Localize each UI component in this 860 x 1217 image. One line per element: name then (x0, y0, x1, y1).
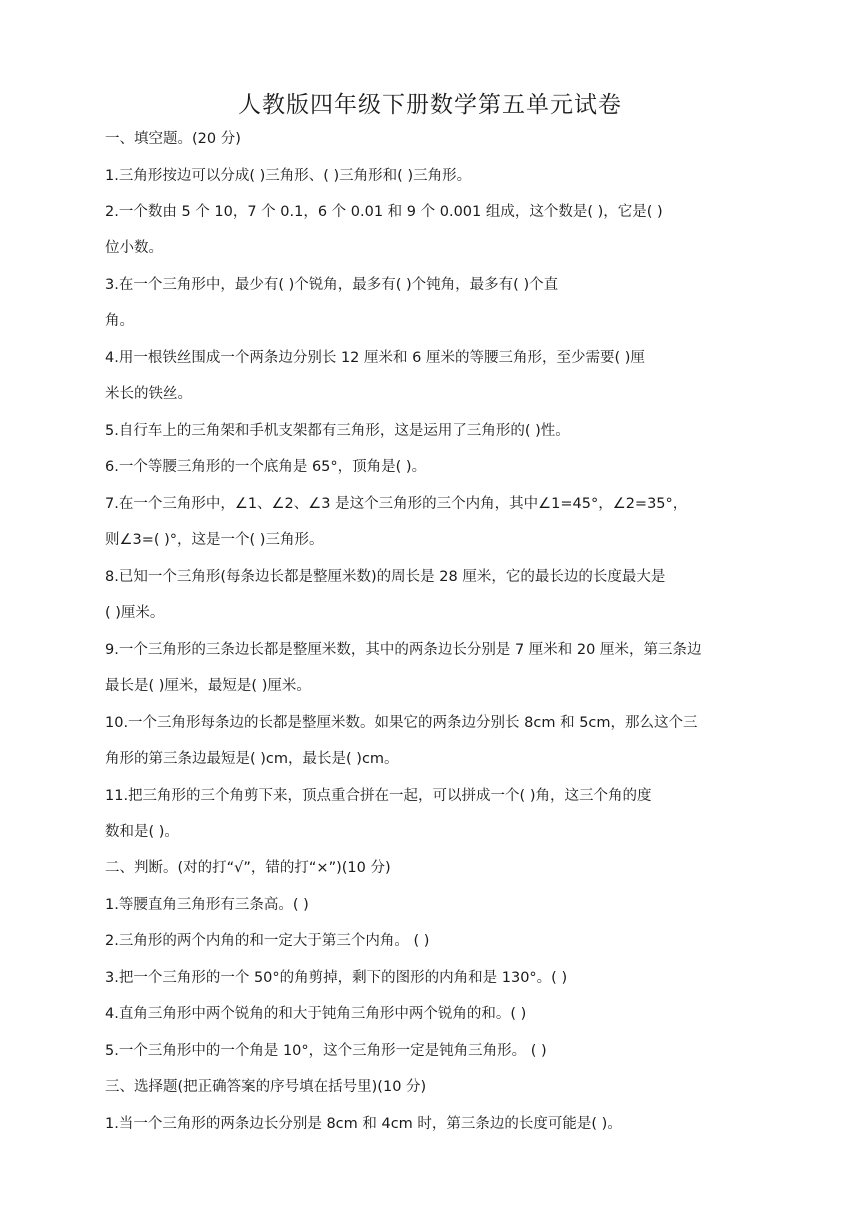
question-line: 2.三角形的两个内角的和一定大于第三个内角。 ( ) (105, 933, 430, 949)
question-line: 9.一个三角形的三条边长都是整厘米数，其中的两条边长分别是 7 厘米和 20 厘米，第三条边 (105, 642, 702, 658)
question-line: 3.把一个三角形的一个 50°的角剪掉，剩下的图形的内角和是 130°。( ) (105, 970, 568, 986)
question-line: 4.直角三角形中两个锐角的和大于钝角三角形中两个锐角的和。( ) (105, 1006, 527, 1022)
question-line: 1.等腰直角三角形有三条高。( ) (105, 897, 309, 913)
question-line: 10.一个三角形每条边的长都是整厘米数。如果它的两条边分别长 8cm 和 5cm，那么这个三 (105, 715, 698, 731)
question-line: 3.在一个三角形中，最少有( )个锐角，最多有( )个钝角，最多有( )个直 (105, 277, 559, 293)
question-line: 角。 (105, 313, 134, 329)
question-line: 7.在一个三角形中，∠1、∠2、∠3 是这个三角形的三个内角，其中∠1=45°，∠2=35°， (105, 496, 688, 512)
question-line: 6.一个等腰三角形的一个底角是 65°，顶角是( )。 (105, 459, 427, 475)
question-line: ( )厘米。 (105, 605, 165, 621)
question-line: 5.一个三角形中的一个角是 10°，这个三角形一定是钝角三角形。 ( ) (105, 1043, 547, 1059)
section-header: 三、选择题(把正确答案的序号填在括号里)(10 分) (105, 1079, 427, 1095)
question-line: 1.当一个三角形的两条边长分别是 8cm 和 4cm 时，第三条边的长度可能是( )。 (105, 1116, 622, 1132)
section-header: 一、填空题。(20 分) (105, 131, 241, 147)
question-line: 4.用一根铁丝围成一个两条边分别长 12 厘米和 6 厘米的等腰三角形，至少需要( )厘 (105, 350, 645, 366)
question-line: 2.一个数由 5 个 10，7 个 0.1，6 个 0.01 和 9 个 0.001 组成，这个数是( )，它是( ) (105, 204, 663, 220)
question-line: 最长是( )厘米，最短是( )厘米。 (105, 678, 311, 694)
question-line: 11.把三角形的三个角剪下来，顶点重合拼在一起，可以拼成一个( )角，这三个角的度 (105, 788, 652, 804)
question-line: 1.三角形按边可以分成( )三角形、( )三角形和( )三角形。 (105, 168, 472, 184)
question-line: 数和是( )。 (105, 824, 179, 840)
question-line: 8.已知一个三角形(每条边长都是整厘米数)的周长是 28 厘米，它的最长边的长度最大是 (105, 569, 666, 585)
page-title: 人教版四年级下册数学第五单元试卷 (238, 92, 622, 118)
section-header: 二、判断。(对的打“√”，错的打“×”)(10 分) (105, 860, 391, 876)
question-line: 角形的第三条边最短是( )cm，最长是( )cm。 (105, 751, 399, 767)
question-line: 米长的铁丝。 (105, 386, 192, 402)
question-line: 位小数。 (105, 240, 163, 256)
question-line: 5.自行车上的三角架和手机支架都有三角形，这是运用了三角形的( )性。 (105, 423, 570, 439)
question-line: 则∠3=( )°，这是一个( )三角形。 (105, 532, 324, 548)
